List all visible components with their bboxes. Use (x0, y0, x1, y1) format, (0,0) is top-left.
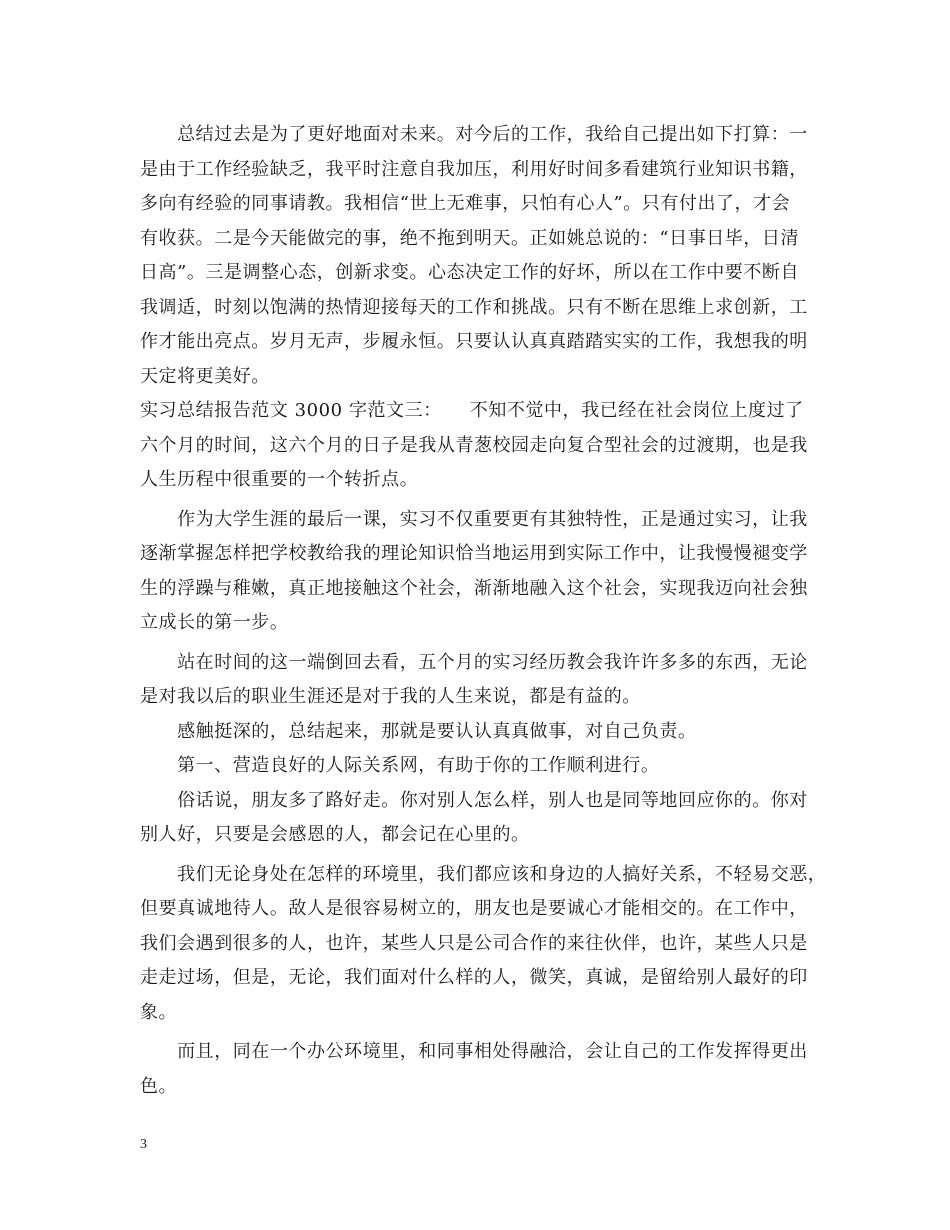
text-line: 作才能出亮点。岁月无声，步履永恒。只要认认真真踏踏实实的工作，我想我的明 (140, 331, 808, 352)
text-line: 人生历程中很重要的一个转折点。 (140, 469, 419, 490)
text-line: 但要真诚地待人。敌人是很容易树立的，朋友也是要诚心才能相交的。在工作中， (140, 898, 808, 919)
text-line: 色。 (140, 1075, 178, 1097)
text-line: 俗话说，朋友多了路好走。你对别人怎么样，别人也是同等地回应你的。你对 (140, 789, 808, 811)
text-line: 日高”。三是调整心态，创新求变。心态决定工作的好坏，所以在工作中要不断自 (140, 262, 799, 283)
text-line: 多向有经验的同事请教。我相信“世上无难事，只怕有心人”。只有付出了，才会 (140, 193, 791, 214)
text-line: 象。 (140, 1001, 178, 1023)
text-line: 走走过场，但是，无论，我们面对什么样的人，微笑，真诚，是留给别人最好的印 (140, 967, 808, 988)
text-line: 我调适，时刻以饱满的热情迎接每天的工作和挑战。只有不断在思维上求创新，工 (140, 296, 808, 318)
text-line: 而且，同在一个办公环境里，和同事相处得融洽，会让自己的工作发挥得更出 (140, 1041, 808, 1062)
document-body (140, 118, 827, 1104)
text-line: 逐渐掌握怎样把学校教给我的理论知识恰当地运用到实际工作中，让我慢慢褪变学 (140, 543, 808, 564)
text-line: 生的浮躁与稚嫩，真正地接触这个社会，渐渐地融入这个社会，实现我迈向社会独 (140, 577, 808, 599)
page-number: 3 (140, 1137, 147, 1152)
text-line: 是由于工作经验缺乏，我平时注意自我加压，利用好时间多看建筑行业知识书籍， (140, 158, 808, 180)
text-line: 别人好，只要是会感恩的人，都会记在心里的。 (140, 824, 530, 845)
text-line: 立成长的第一步。 (140, 612, 289, 633)
text-line: 是对我以后的职业生涯还是对于我的人生来说，都是有益的。 (140, 686, 641, 707)
text-line: 六个月的时间，这六个月的日子是我从青葱校园走向复合型社会的过渡期，也是我 (140, 434, 808, 456)
text-line: 感触挺深的，总结起来，那就是要认认真真做事，对自己负责。 (140, 720, 697, 742)
section-heading-line: 实习总结报告范文 3000 字范文三： 不知不觉中，我已经在社会岗位上度过了 (140, 400, 804, 421)
text-line: 第一、营造良好的人际关系网，有助于你的工作顺利进行。 (140, 755, 660, 776)
text-line: 作为大学生涯的最后一课，实习不仅重要更有其独特性，正是通过实习，让我 (140, 508, 808, 530)
text-line: 站在时间的这一端倒回去看，五个月的实习经历教会我许许多多的东西，无论 (140, 651, 808, 673)
text-line: 有收获。二是今天能做完的事，绝不拖到明天。正如姚总说的：“日事日毕，日清 (140, 227, 799, 249)
text-line: 我们无论身处在怎样的环境里，我们都应该和身边的人搞好关系，不轻易交恶， (140, 863, 827, 885)
text-line: 总结过去是为了更好地面对未来。对今后的工作，我给自己提出如下打算：一 (140, 124, 808, 145)
text-line: 我们会遇到很多的人，也许，某些人只是公司合作的来往伙伴，也许，某些人只是 (140, 932, 808, 954)
text-line: 天定将更美好。 (140, 365, 270, 387)
